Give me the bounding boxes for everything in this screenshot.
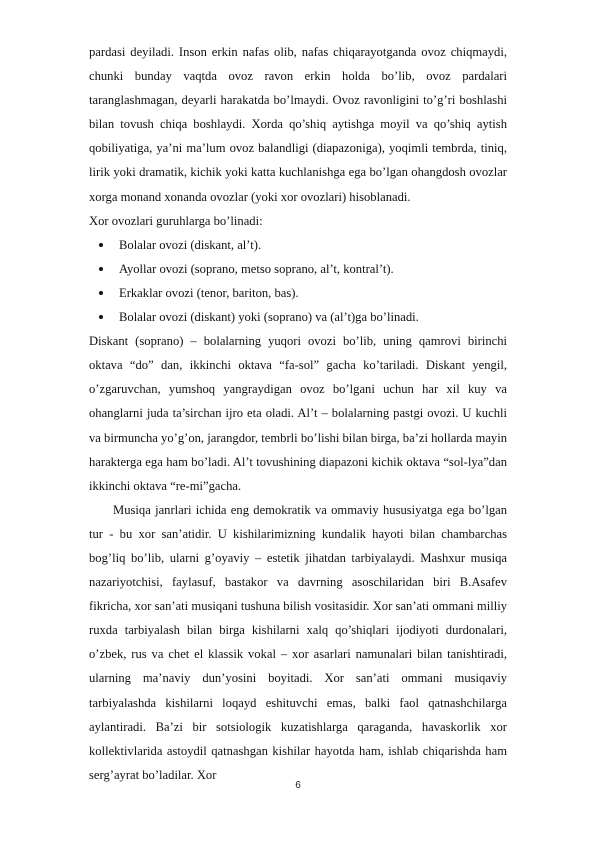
- list-item: [89, 257, 507, 281]
- bullet-icon: [99, 291, 103, 295]
- list-item-text: Ayollar ovozi (soprano, metso soprano, al’t, kontral’t).: [119, 261, 394, 276]
- voice-groups-list: [89, 233, 507, 329]
- list-item-text: Bolalar ovozi (diskant) yoki (soprano) va (al’t)ga bo’linadi.: [119, 310, 419, 325]
- bullet-icon: [99, 315, 103, 319]
- paragraph-choral-art: Musiqa janrlari ichida eng demokratik va ommaviy hususiyatga ega bo’lgan tur - bu xor san’atidir. U kishilarimizning kundalik hayoti bilan chambarchas bog’liq bo’lib, ularni g’oyaviy – estetik jihatdan tarbiyalaydi. Mashxur musiqa nazariyotchisi, faylasuf, bastakor va davrning asoschilaridan biri B.Asafev fikricha, xor san’ati musiqani tushuna bilish vositasidir. Xor san’ati ommani milliy ruxda tarbiyalash bilan birga kishilarni xalq qo’shiqlari ijodiyoti durdonalari, o’zbek, rus va chet el klassik vokal – xor asarlari namunalari bilan tanishtiradi, ularning ma’naviy dun’yosini boyitadi. Xor san’ati ommani musiqaviy tarbiyalashda kishilarni loqayd eshituvchi emas, balki faol qatnashchilarga aylantiradi. Ba’zi bir sotsiologik kuzatishlarga qaraganda, havaskorlik xor kollektivlarida astoydil qatnashgan kishilar hayotda ham, ishlab chiqarishda ham serg’ayrat bo’ladilar. Xor: [89, 502, 507, 782]
- bullet-icon: [99, 267, 103, 271]
- list-item: [89, 305, 507, 329]
- paragraph-voice-groups-intro: Xor ovozlari guruhlarga bo’linadi:: [89, 213, 263, 228]
- list-item-text: Erkaklar ovozi (tenor, bariton, bas).: [119, 285, 299, 300]
- paragraph-voice-production: pardasi deyiladi. Inson erkin nafas olib, nafas chiqarayotganda ovoz chiqmaydi, chunki bunday vaqtda ovoz ravon erkin holda bo’lib, ovoz pardalari taranglashmagan, deyarli harakatda bo’lmaydi. Ovoz ravonligini to’g’ri boshlashi bilan tovush chiqa boshlaydi. Xorda qo’shiq aytishga moyil va qo’shiq aytish qobiliyatiga, ya’ni ma’lum ovoz balandligi (diapazoniga), yoqimli tembrda, tiniq, lirik yoki dramatik, kichik yoki katta kuchlanishga ega bo’lgan ohangdosh ovozlar xorga monand xonanda ovozlar (yoki xor ovozlari) hisoblanadi.: [89, 45, 507, 204]
- bullet-icon: [99, 243, 103, 247]
- list-item: [89, 281, 507, 305]
- paragraph-diskant-alt: Diskant (soprano) – bolalarning yuqori ovozi bo’lib, uning qamrovi birinchi oktava “do” dan, ikkinchi oktava “fa-sol” gacha ko’tariladi. Diskant yengil, o’zgaruvchan, yumshoq yangraydigan ovoz bo’lgani uchun har xil kuy va ohanglarni juda ta’sirchan ijro eta oladi. Al’t – bolalarning pastgi ovozi. U kuchli va birmuncha yo’g’on, jarangdor, tembrli bo’lishi bilan birga, ba’zi hollarda mayin harakterga ega ham bo’ladi. Al’t tovushining diapazoni kichik oktava “sol-lya”dan ikkinchi oktava “re-mi”gacha.: [89, 334, 507, 493]
- document-body: [89, 40, 507, 787]
- list-item-text: Bolalar ovozi (diskant, al’t).: [119, 237, 262, 252]
- page-number: 6: [295, 780, 301, 791]
- list-item: [89, 233, 507, 257]
